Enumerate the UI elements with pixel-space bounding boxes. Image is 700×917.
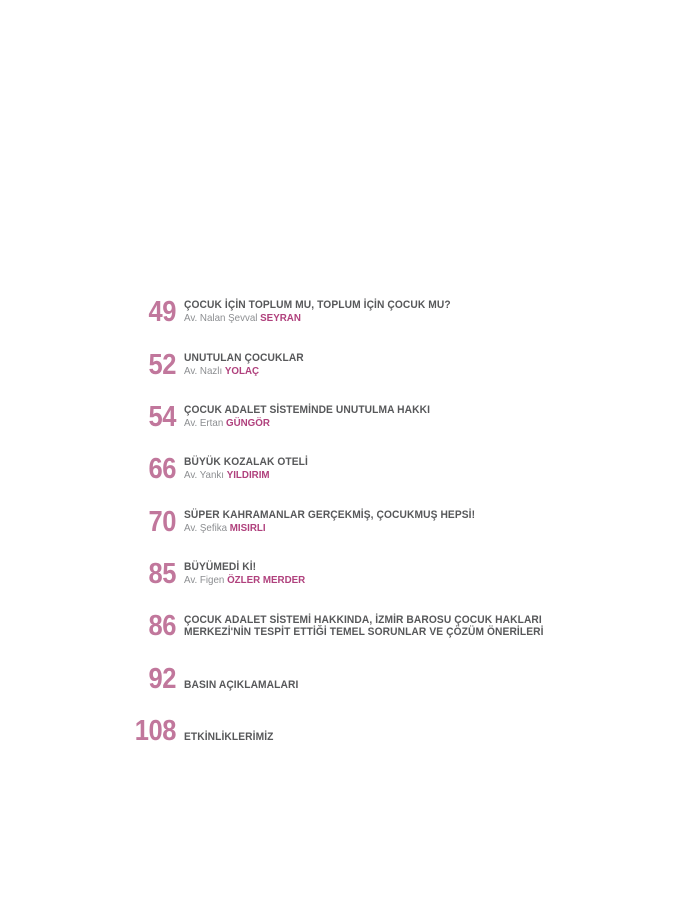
entry-title: ÇOCUK ADALET SİSTEMİNDE UNUTULMA HAKKI	[184, 404, 431, 416]
entry-title: UNUTULAN ÇOCUKLAR	[184, 352, 304, 364]
entry-author	[184, 469, 308, 481]
entry-text	[184, 732, 273, 744]
entry-author	[184, 417, 430, 429]
toc-entry	[112, 505, 497, 538]
entry-title: ÇOCUK İÇİN TOPLUM MU, TOPLUM İÇİN ÇOCUK MU?	[184, 299, 451, 311]
page-number: 92	[148, 663, 176, 695]
page-number: 54	[148, 400, 176, 433]
toc-entry	[112, 452, 317, 485]
toc-entry	[112, 557, 314, 590]
author-surname: ÖZLER MERDER	[227, 573, 306, 586]
author-surname: YOLAÇ	[224, 364, 260, 377]
page-number: 66	[148, 452, 176, 485]
page-number: 85	[148, 557, 176, 590]
table-of-contents	[112, 0, 672, 917]
author-prefix: Av. Figen	[184, 573, 228, 586]
author-prefix: Av. Şefika	[184, 521, 230, 534]
entry-author	[184, 312, 451, 324]
author-surname: MISIRLI	[229, 521, 266, 534]
entry-author	[184, 365, 304, 377]
toc-entry	[112, 663, 307, 695]
toc-entry	[112, 400, 449, 433]
entry-title: BASIN AÇIKLAMALARI	[184, 678, 299, 691]
author-prefix: Av. Nazlı	[184, 364, 225, 377]
toc-entry	[112, 715, 280, 747]
entry-title-line2: MERKEZİ'NİN TESPİT ETTİĞİ TEMEL SORUNLAR VE ÇÖZÜM ÖNERİLERİ	[184, 625, 544, 638]
entry-author	[184, 522, 475, 534]
entry-text	[184, 353, 304, 377]
toc-entry	[112, 348, 313, 381]
entry-text	[184, 510, 475, 534]
entry-title: BÜYÜK KOZALAK OTELİ	[184, 456, 308, 468]
entry-text	[184, 457, 308, 481]
page-number: 70	[148, 505, 176, 538]
author-surname: SEYRAN	[260, 311, 301, 324]
page-number: 49	[148, 295, 176, 328]
toc-entry	[112, 295, 471, 328]
page-number: 108	[134, 715, 176, 747]
entry-title: SÜPER KAHRAMANLAR GERÇEKMİŞ, ÇOCUKMUŞ HEPSİ!	[184, 509, 476, 521]
author-surname: YILDIRIM	[226, 468, 270, 481]
toc-entry	[112, 610, 571, 642]
author-prefix: Av. Nalan Şevval	[184, 311, 261, 324]
author-prefix: Av. Yankı	[184, 468, 227, 481]
entry-title: BÜYÜMEDİ Kİ!	[184, 561, 257, 573]
entry-text	[184, 562, 305, 586]
author-prefix: Av. Ertan	[184, 416, 226, 429]
entry-text	[184, 615, 544, 638]
entry-title: ETKİNLİKLERİMİZ	[184, 730, 274, 743]
page-number: 86	[148, 610, 176, 642]
entry-author	[184, 574, 305, 586]
entry-text	[184, 680, 298, 692]
entry-title: ÇOCUK ADALET SİSTEMİ HAKKINDA, İZMİR BAROSU ÇOCUK HAKLARI	[184, 614, 542, 626]
entry-text	[184, 405, 430, 429]
author-surname: GÜNGÖR	[225, 416, 270, 429]
page-number: 52	[148, 348, 176, 381]
entry-text	[184, 300, 451, 324]
